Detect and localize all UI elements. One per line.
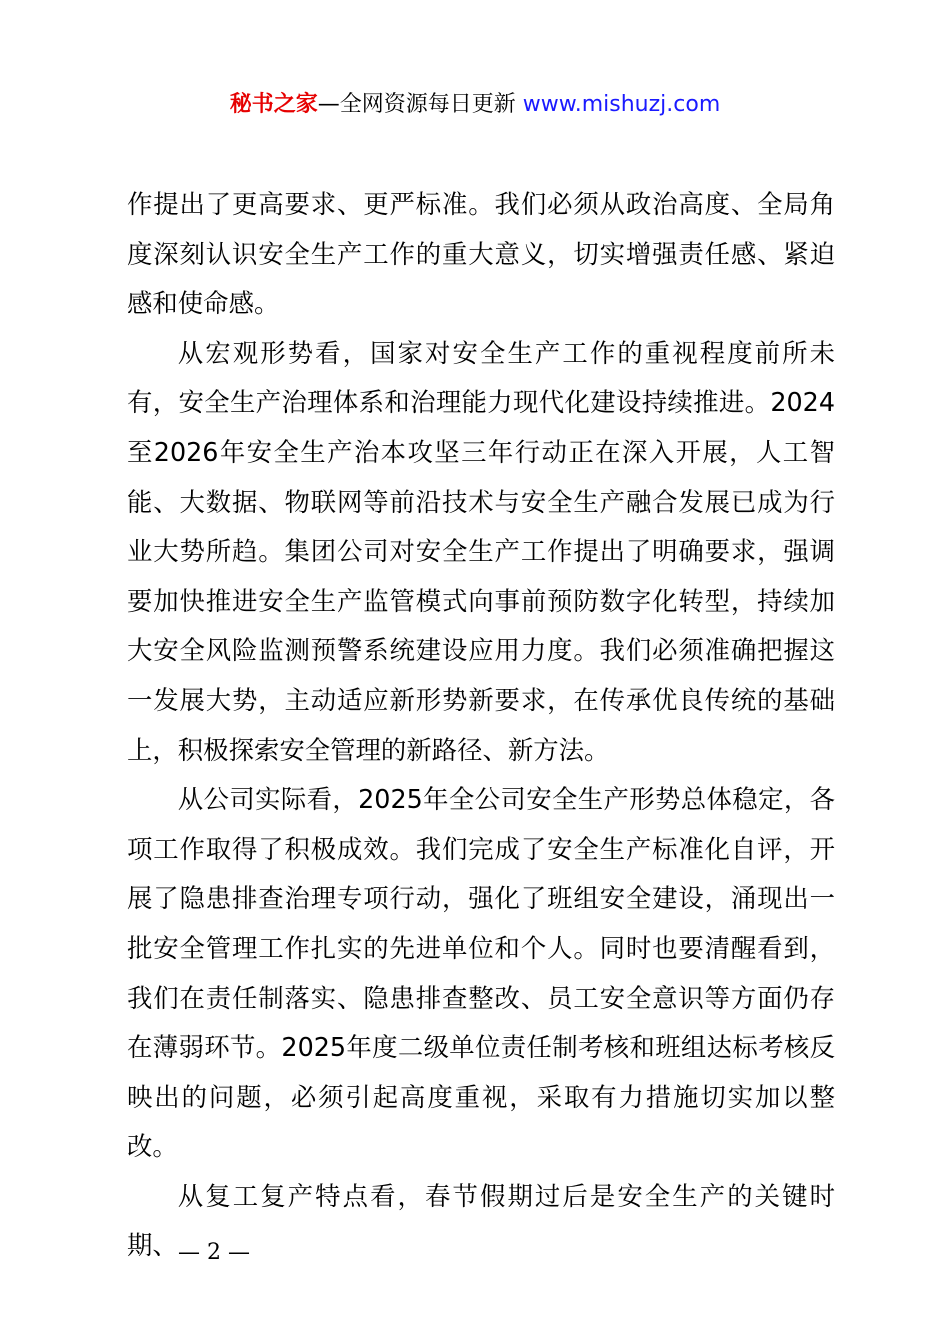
brand-name: 秘书之家 bbox=[229, 92, 318, 117]
paragraph-macro-situation: 从宏观形势看，国家对安全生产工作的重视程度前所未有，安全生产治理体系和治理能力现代化建设持续推进。2024至2026年安全生产治本攻坚三年行动正在深入开展，人工智能、大数据、物联网等前沿技术与安全生产融合发展已成为行业大势所趋。集团公司对安全生产工作提出了明确要求，强调要加快推进安全生产监管模式向事前预防数字化转型，持续加大安全风险监测预警系统建设应用力度。我们必须准确把握这一发展大势，主动适应新形势新要求，在传承优良传统的基础上，积极探索安全管理的新路径、新方法。 bbox=[127, 337, 835, 765]
header-tagline: —全网资源每日更新 bbox=[317, 92, 523, 117]
paragraph-continued: 作提出了更高要求、更严标准。我们必须从政治高度、全局角度深刻认识安全生产工作的重大意义，切实增强责任感、紧迫感和使命感。 bbox=[127, 189, 835, 319]
paragraph-resumption: 从复工复产特点看，春节假期过后是安全生产的关键时期、 bbox=[127, 1180, 835, 1261]
page-number: — 2 — bbox=[178, 1240, 250, 1265]
paragraph-company-situation: 从公司实际看，2025年全公司安全生产形势总体稳定，各项工作取得了积极成效。我们完成了安全生产标准化自评，开展了隐患排查治理专项行动，强化了班组安全建设，涌现出一批安全管理工作扎实的先进单位和个人。同时也要清醒看到，我们在责任制落实、隐患排查整改、员工安全意识等方面仍存在薄弱环节。2025年度二级单位责任制考核和班组达标考核反映出的问题，必须引起高度重视，采取有力措施切实加以整改。 bbox=[127, 784, 835, 1162]
document-body bbox=[127, 180, 835, 1271]
site-header bbox=[0, 88, 950, 122]
site-url-link[interactable]: www.mishuzj.com bbox=[522, 92, 721, 117]
